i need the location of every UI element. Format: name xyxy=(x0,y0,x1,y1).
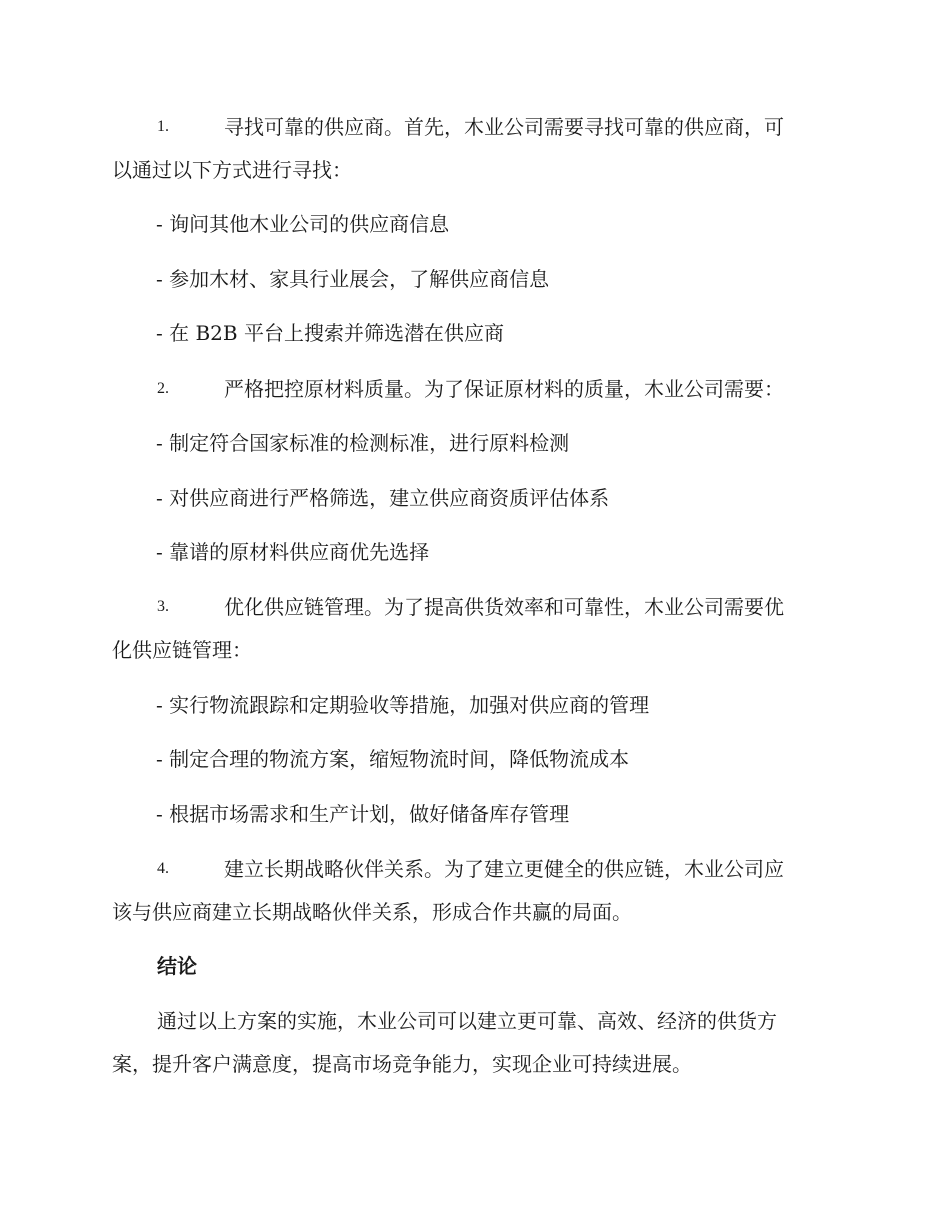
section-2-bullet-1: - 制定符合国家标准的检测标准，进行原料检测 xyxy=(156,431,570,455)
section-4-number: 4. xyxy=(157,860,169,877)
section-3-bullet-2: - 制定合理的物流方案，缩短物流时间，降低物流成本 xyxy=(156,747,630,771)
conclusion-heading: 结论 xyxy=(157,954,197,978)
conclusion-line-1: 通过以上方案的实施，木业公司可以建立更可靠、高效、经济的供货方 xyxy=(157,1009,777,1033)
section-2-bullet-3: - 靠谱的原材料供应商优先选择 xyxy=(156,540,430,564)
section-3-line-1: 优化供应链管理。为了提高供货效率和可靠性，木业公司需要优 xyxy=(224,595,784,619)
section-4-line-2: 该与供应商建立长期战略伙伴关系，形成合作共赢的局面。 xyxy=(112,900,632,924)
section-3-number: 3. xyxy=(157,598,169,615)
section-2-bullet-2: - 对供应商进行严格筛选，建立供应商资质评估体系 xyxy=(156,486,610,510)
section-1-bullet-1: - 询问其他木业公司的供应商信息 xyxy=(156,212,450,236)
section-1-line-2: 以通过以下方式进行寻找： xyxy=(112,158,352,182)
section-1-number: 1. xyxy=(157,118,169,135)
section-2-number: 2. xyxy=(157,380,169,397)
section-1-bullet-2: - 参加木材、家具行业展会，了解供应商信息 xyxy=(156,267,550,291)
section-3-line-2: 化供应链管理： xyxy=(112,638,252,662)
section-4-line-1: 建立长期战略伙伴关系。为了建立更健全的供应链，木业公司应 xyxy=(224,857,784,881)
conclusion-line-2: 案，提升客户满意度，提高市场竞争能力，实现企业可持续进展。 xyxy=(112,1052,692,1076)
section-1-line-1: 寻找可靠的供应商。首先，木业公司需要寻找可靠的供应商，可 xyxy=(224,115,784,139)
section-1-bullet-3: - 在 B2B 平台上搜索并筛选潜在供应商 xyxy=(156,321,504,345)
section-3-bullet-1: - 实行物流跟踪和定期验收等措施，加强对供应商的管理 xyxy=(156,693,650,717)
section-3-bullet-3: - 根据市场需求和生产计划，做好储备库存管理 xyxy=(156,802,570,826)
section-2-line-1: 严格把控原材料质量。为了保证原材料的质量，木业公司需要： xyxy=(224,377,784,401)
